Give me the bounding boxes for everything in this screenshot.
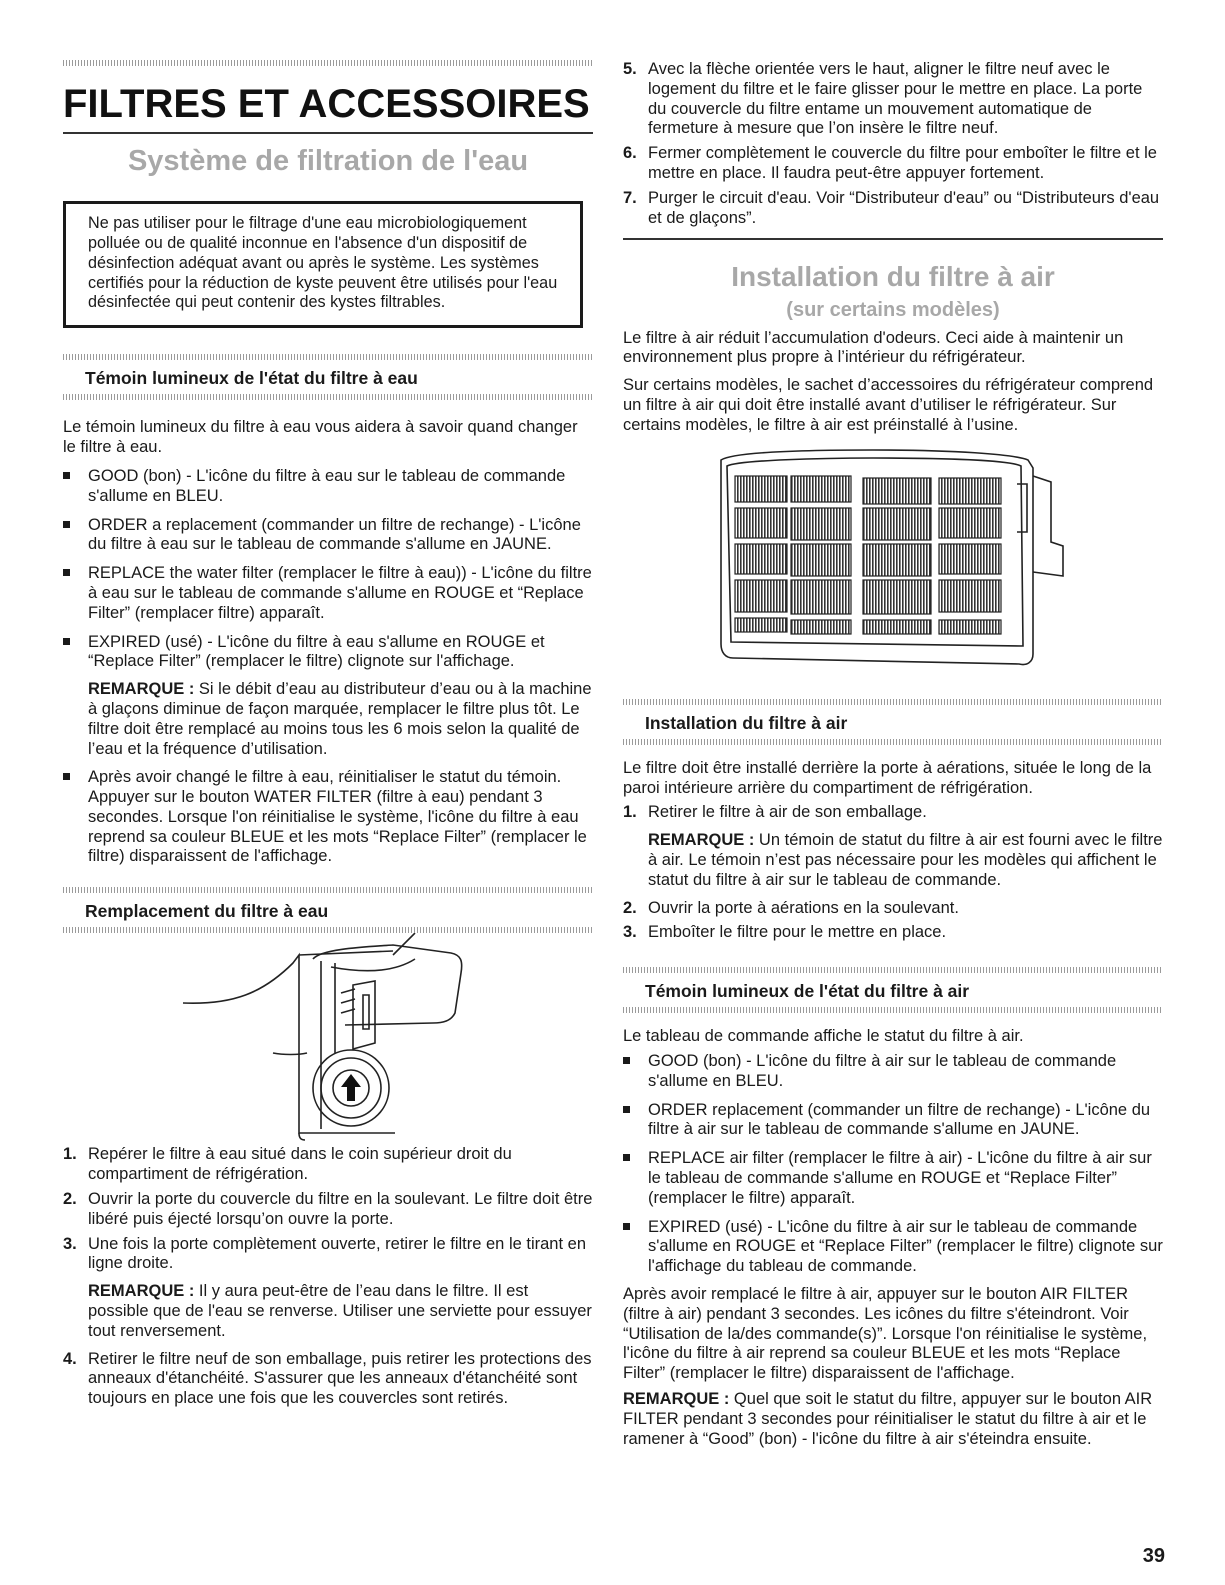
- bullet-icon: [623, 1057, 630, 1064]
- warning-text: Ne pas utiliser pour le filtrage d'une eau microbiologiquement polluée ou de qualité inconnue en l'absence d'un dispositif de désinfection adéquat avant ou après le système. Les systèmes certifiés pour la réduction de kyste peuvent être utilisés pour l'eau désinfectée qui peut contenir des kystes filtrables.: [88, 214, 558, 312]
- water-replace-note: REMARQUE : Il y aura peut-être de l’eau dans le filtre. Il est possible que de l'eau se renverse. Utiliser une serviette pour essuyer tout renversement.: [88, 1282, 592, 1340]
- hatch-divider: [623, 699, 1163, 705]
- list-item: 2. Ouvrir la porte à aérations en la soulevant.: [623, 898, 959, 917]
- list-item: ORDER replacement (commander un filtre de rechange) - L'icône du filtre à air sur le tableau de commande s'allume en JAUNE.: [623, 1101, 1163, 1141]
- hatch-divider: [623, 739, 1163, 745]
- list-item: Après avoir changé le filtre à eau, réinitialiser le statut du témoin. Appuyer sur le bouton WATER FILTER (filtre à eau) pendant 3 secondes. Lorsque l'on réinitialise le système, l'icône du filtre à eau reprend sa couleur BLEUE et les mots “Replace Filter” (remplacer le filtre) disparaissent de l'affichage.: [63, 768, 593, 867]
- hatch-divider: [63, 887, 593, 893]
- hatch-divider: [623, 1007, 1163, 1013]
- air-install-heading: Installation du filtre à air: [645, 712, 848, 733]
- air-indicator-note: REMARQUE : Quel que soit le statut du filtre, appuyer sur le bouton AIR FILTER pendant 3 secondes pour réinitialiser le statut du filtre à air et le ramener à “Good” (bon) - l'icône du filtre à air s'éteindra ensuite.: [623, 1390, 1153, 1448]
- water-filter-drawing: [63, 933, 593, 1145]
- air-filter-illustration: [623, 446, 1163, 681]
- air-install-note: REMARQUE : Un témoin de statut du filtre à air est fourni avec le filtre à air. Le témoin n’est pas nécessaire pour les modèles qui affichent le statut du filtre à air sur le tableau de commande.: [648, 831, 1163, 889]
- air-indicator-heading: Témoin lumineux de l'état du filtre à air: [645, 981, 970, 1002]
- list-item: 3. Emboîter le filtre pour le mettre en place.: [623, 923, 947, 942]
- bullet-icon: [623, 1223, 630, 1230]
- list-item: 5. Avec la flèche orientée vers le haut, aligner le filtre neuf avec le logement du filtre et le faire glisser pour le mettre en place. La porte du couvercle du filtre entame un mouvement automatique de fermeture à mesure que l’on insère le filtre neuf.: [623, 60, 1143, 138]
- bullet-icon: [63, 472, 70, 479]
- list-item: ORDER a replacement (commander un filtre de rechange) - L'icône du filtre à eau sur le tableau de commande s'allume en JAUNE.: [63, 516, 593, 556]
- list-item: GOOD (bon) - L'icône du filtre à air sur le tableau de commande s'allume en BLEU.: [623, 1052, 1163, 1092]
- hatch-divider: [623, 967, 1163, 973]
- list-item: REPLACE air filter (remplacer le filtre à air) - L'icône du filtre à air sur le tableau de commande s'allume en ROUGE et “Replace Filter” (remplacer le filtre) apparaît.: [623, 1149, 1163, 1208]
- bullet-icon: [63, 638, 70, 645]
- bullet-icon: [63, 521, 70, 528]
- water-indicator-list: [63, 467, 593, 867]
- air-para-1: Le filtre à air réduit l’accumulation d'odeurs. Ceci aide à maintenir un environnement plus propre à l’intérieur du réfrigérateur.: [623, 328, 1124, 367]
- list-item: 4. Retirer le filtre neuf de son emballage, puis retirer les protections des anneaux d'étanchéité. S'assurer que les anneaux d'étanchéité sont toujours en place une fois que les couvercles sont retirés.: [63, 1349, 592, 1408]
- warning-box: [63, 201, 583, 328]
- hatch-divider: [63, 60, 593, 66]
- air-section-subtitle: (sur certains modèles): [786, 298, 1000, 321]
- water-replace-steps-cont: [623, 60, 1163, 228]
- list-item: 7. Purger le circuit d'eau. Voir “Distributeur d'eau” ou “Distributeurs d'eau et de glaçons”.: [623, 188, 1160, 227]
- page-title: FILTRES ET ACCESSOIRES: [63, 82, 590, 126]
- air-install-steps: [623, 803, 1163, 943]
- title-rule: [63, 132, 593, 134]
- water-indicator-intro: Le témoin lumineux du filtre à eau vous aidera à savoir quand changer le filtre à eau.: [63, 418, 578, 457]
- water-filter-illustration: [63, 933, 593, 1145]
- air-indicator-intro: Le tableau de commande affiche le statut du filtre à air.: [623, 1027, 1024, 1046]
- list-item: 1. Repérer le filtre à eau situé dans le coin supérieur droit du compartiment de réfrigération.: [63, 1145, 512, 1184]
- bullet-icon: [63, 773, 70, 780]
- water-system-title: Système de filtration de l'eau: [127, 144, 529, 177]
- water-indicator-heading: Témoin lumineux de l'état du filtre à eau: [85, 368, 418, 389]
- section-rule: [623, 238, 1163, 240]
- hatch-divider: [63, 354, 593, 360]
- air-indicator-after: Après avoir remplacé le filtre à air, appuyer sur le bouton AIR FILTER (filtre à air) pendant 3 secondes. Les icônes du filtre s'éteindront. Voir “Utilisation de la/des commande(s)”. Lorsque l'on réinitialise le système, l'icône du filtre à air reprend sa couleur BLEUE et les mots “Replace Filter” (remplacer le filtre) disparaissent de l'affichage.: [623, 1285, 1148, 1383]
- air-filter-drawing: [623, 446, 1163, 681]
- list-item: EXPIRED (usé) - L'icône du filtre à eau s'allume en ROUGE et “Replace Filter” (remplacer le filtre) clignote sur l'affichage. REMARQUE : Si le débit d’eau au distributeur d’eau ou à la machine à glaçons diminue de façon marquée, remplacer le filtre plus tôt. Le filtre doit être remplacé au moins tous les 6 mois selon la qualité de l’eau et la fréquence d’utilisation.: [63, 633, 593, 760]
- air-section-title: Installation du filtre à air: [731, 260, 1055, 292]
- list-item: 6. Fermer complètement le couvercle du filtre pour emboîter le filtre et le mettre en place. Il faudra peut-être appuyer fortement.: [623, 144, 1157, 182]
- right-column: [623, 0, 1163, 1449]
- list-item: GOOD (bon) - L'icône du filtre à eau sur le tableau de commande s'allume en BLEU.: [63, 467, 593, 507]
- left-column: [63, 0, 593, 1409]
- bullet-icon: [623, 1154, 630, 1161]
- list-item: 2. Ouvrir la porte du couvercle du filtre en la soulevant. Le filtre doit être libéré puis éjecté lorsqu’on ouvre la porte.: [63, 1190, 593, 1228]
- air-indicator-list: [623, 1052, 1163, 1277]
- list-item: EXPIRED (usé) - L'icône du filtre à air sur le tableau de commande s'allume en ROUGE et “Replace Filter” (remplacer le filtre) clignote sur l'affichage du tableau de commande.: [623, 1218, 1163, 1277]
- air-install-intro: Le filtre doit être installé derrière la porte à aérations, située le long de la paroi intérieure arrière du compartiment de réfrigération.: [623, 758, 1152, 797]
- list-item: 3. Une fois la porte complètement ouverte, retirer le filtre en le tirant en ligne droite. REMARQUE : Il y aura peut-être de l’eau dans le filtre. Il est possible que de l'eau se renverse. Utiliser une serviette pour essuyer tout renversement.: [63, 1234, 592, 1340]
- list-item: 1. Retirer le filtre à air de son emballage. REMARQUE : Un témoin de statut du filtre à air est fourni avec le filtre à air. Le témoin n’est pas nécessaire pour les modèles qui affichent le statut du filtre à air sur le tableau de commande.: [623, 803, 1163, 889]
- list-item: REPLACE the water filter (remplacer le filtre à eau)) - L'icône du filtre à eau sur le tableau de commande s'allume en ROUGE et “Replace Filter” (remplacer filtre) apparaît.: [63, 564, 593, 623]
- water-replace-heading: Remplacement du filtre à eau: [85, 901, 329, 922]
- bullet-icon: [623, 1106, 630, 1113]
- bullet-icon: [63, 569, 70, 576]
- hatch-divider: [63, 394, 593, 400]
- water-indicator-note: REMARQUE : Si le débit d’eau au distributeur d’eau ou à la machine à glaçons diminue de façon marquée, remplacer le filtre plus tôt. Le filtre doit être remplacé au moins tous les 6 mois selon la qualité de l’eau et la fréquence d’utilisation.: [88, 680, 592, 758]
- water-replace-steps: [63, 1145, 593, 1409]
- page-number: 39: [1142, 1545, 1165, 1567]
- air-para-2: Sur certains modèles, le sachet d’accessoires du réfrigérateur comprend un filtre à air qui doit être installé avant d’utiliser le réfrigérateur. Sur certains modèles, le filtre à air est préinstallé à l’usine.: [623, 376, 1154, 434]
